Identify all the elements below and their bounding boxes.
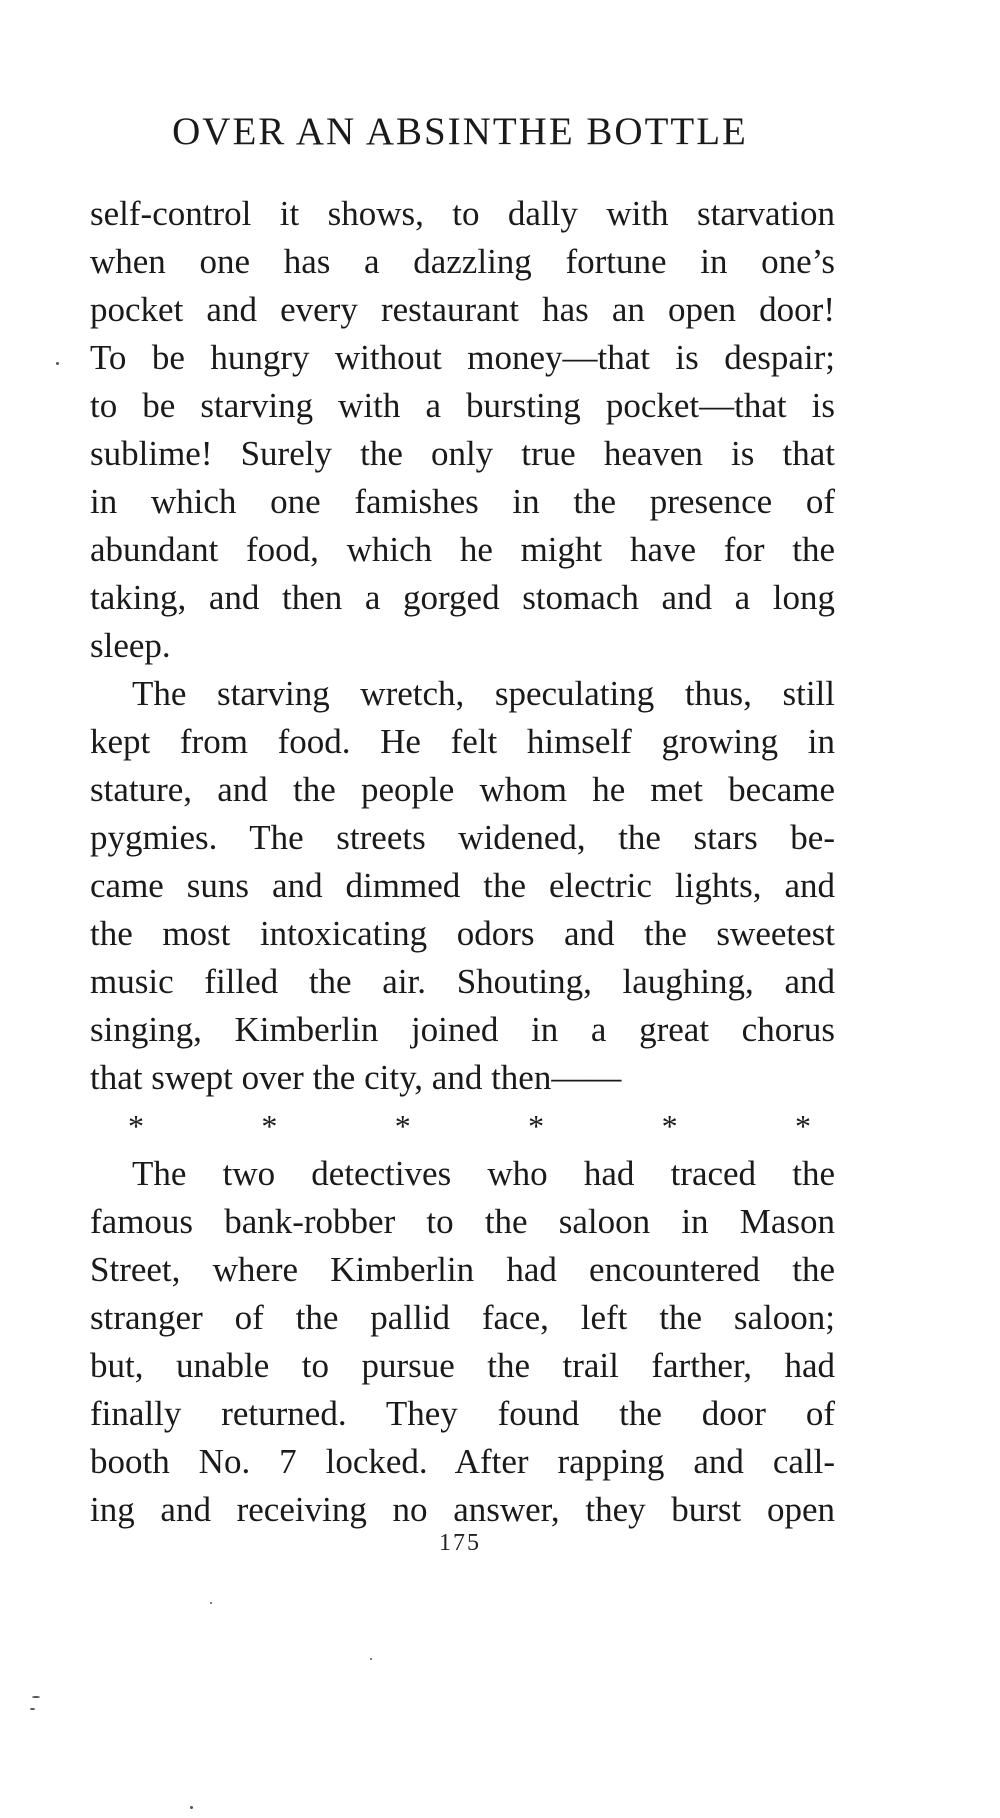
asterisk: * bbox=[528, 1108, 545, 1144]
text-line: To be hungry without money—that is despair; bbox=[90, 338, 835, 377]
text-line: stature, and the people whom he met became bbox=[90, 770, 835, 809]
paragraph-3 bbox=[90, 1150, 835, 1534]
scan-speck bbox=[370, 1658, 372, 1660]
asterisk: * bbox=[794, 1108, 811, 1144]
text-line: The starving wretch, speculating thus, still bbox=[132, 674, 835, 713]
asterisk: * bbox=[128, 1108, 144, 1144]
asterisk: * bbox=[394, 1108, 411, 1144]
scan-speck bbox=[190, 1806, 193, 1809]
text-line: abundant food, which he might have for the bbox=[90, 530, 835, 569]
paragraph-1 bbox=[90, 190, 835, 670]
scan-speck bbox=[32, 1696, 40, 1698]
page-number: 175 bbox=[439, 1530, 481, 1556]
text-line: in which one famishes in the presence of bbox=[90, 482, 835, 521]
section-separator bbox=[90, 1102, 835, 1150]
text-line: sleep. bbox=[90, 626, 171, 665]
text-line: The two detectives who had traced the bbox=[132, 1154, 835, 1193]
text-line: when one has a dazzling fortune in one’s bbox=[90, 242, 835, 281]
scan-speck bbox=[30, 1708, 35, 1710]
text-line: Street, where Kimberlin had encountered the bbox=[90, 1250, 835, 1289]
text-line: pocket and every restaurant has an open door! bbox=[90, 290, 835, 329]
text-line: pygmies. The streets widened, the stars be- bbox=[90, 818, 835, 857]
text-line: sublime! Surely the only true heaven is that bbox=[90, 434, 835, 473]
text-line: famous bank-robber to the saloon in Mason bbox=[90, 1202, 835, 1241]
text-line: self-control it shows, to dally with starvation bbox=[90, 194, 835, 233]
scan-speck bbox=[210, 1602, 212, 1604]
text-line: the most intoxicating odors and the sweetest bbox=[90, 914, 835, 953]
body-text bbox=[90, 190, 835, 1534]
text-line: ing and receiving no answer, they burst open bbox=[90, 1490, 835, 1529]
text-line: music filled the air. Shouting, laughing, and bbox=[90, 962, 835, 1001]
text-line: to be starving with a bursting pocket—that is bbox=[90, 386, 835, 425]
text-line: that swept over the city, and then—— bbox=[90, 1058, 622, 1097]
text-line: came suns and dimmed the electric lights, and bbox=[90, 866, 835, 905]
paragraph-2 bbox=[90, 670, 835, 1102]
running-head: OVER AN ABSINTHE BOTTLE bbox=[172, 110, 748, 153]
asterisk: * bbox=[261, 1108, 278, 1144]
asterisk: * bbox=[661, 1108, 678, 1144]
text-line: finally returned. They found the door of bbox=[90, 1394, 835, 1433]
text-line: singing, Kimberlin joined in a great chorus bbox=[90, 1010, 835, 1049]
text-line: kept from food. He felt himself growing in bbox=[90, 722, 835, 761]
text-line: booth No. 7 locked. After rapping and call- bbox=[90, 1442, 835, 1481]
text-line: stranger of the pallid face, left the saloon; bbox=[90, 1298, 835, 1337]
text-line: taking, and then a gorged stomach and a long bbox=[90, 578, 835, 617]
scan-speck bbox=[56, 362, 59, 365]
text-line: but, unable to pursue the trail farther, had bbox=[90, 1346, 835, 1385]
